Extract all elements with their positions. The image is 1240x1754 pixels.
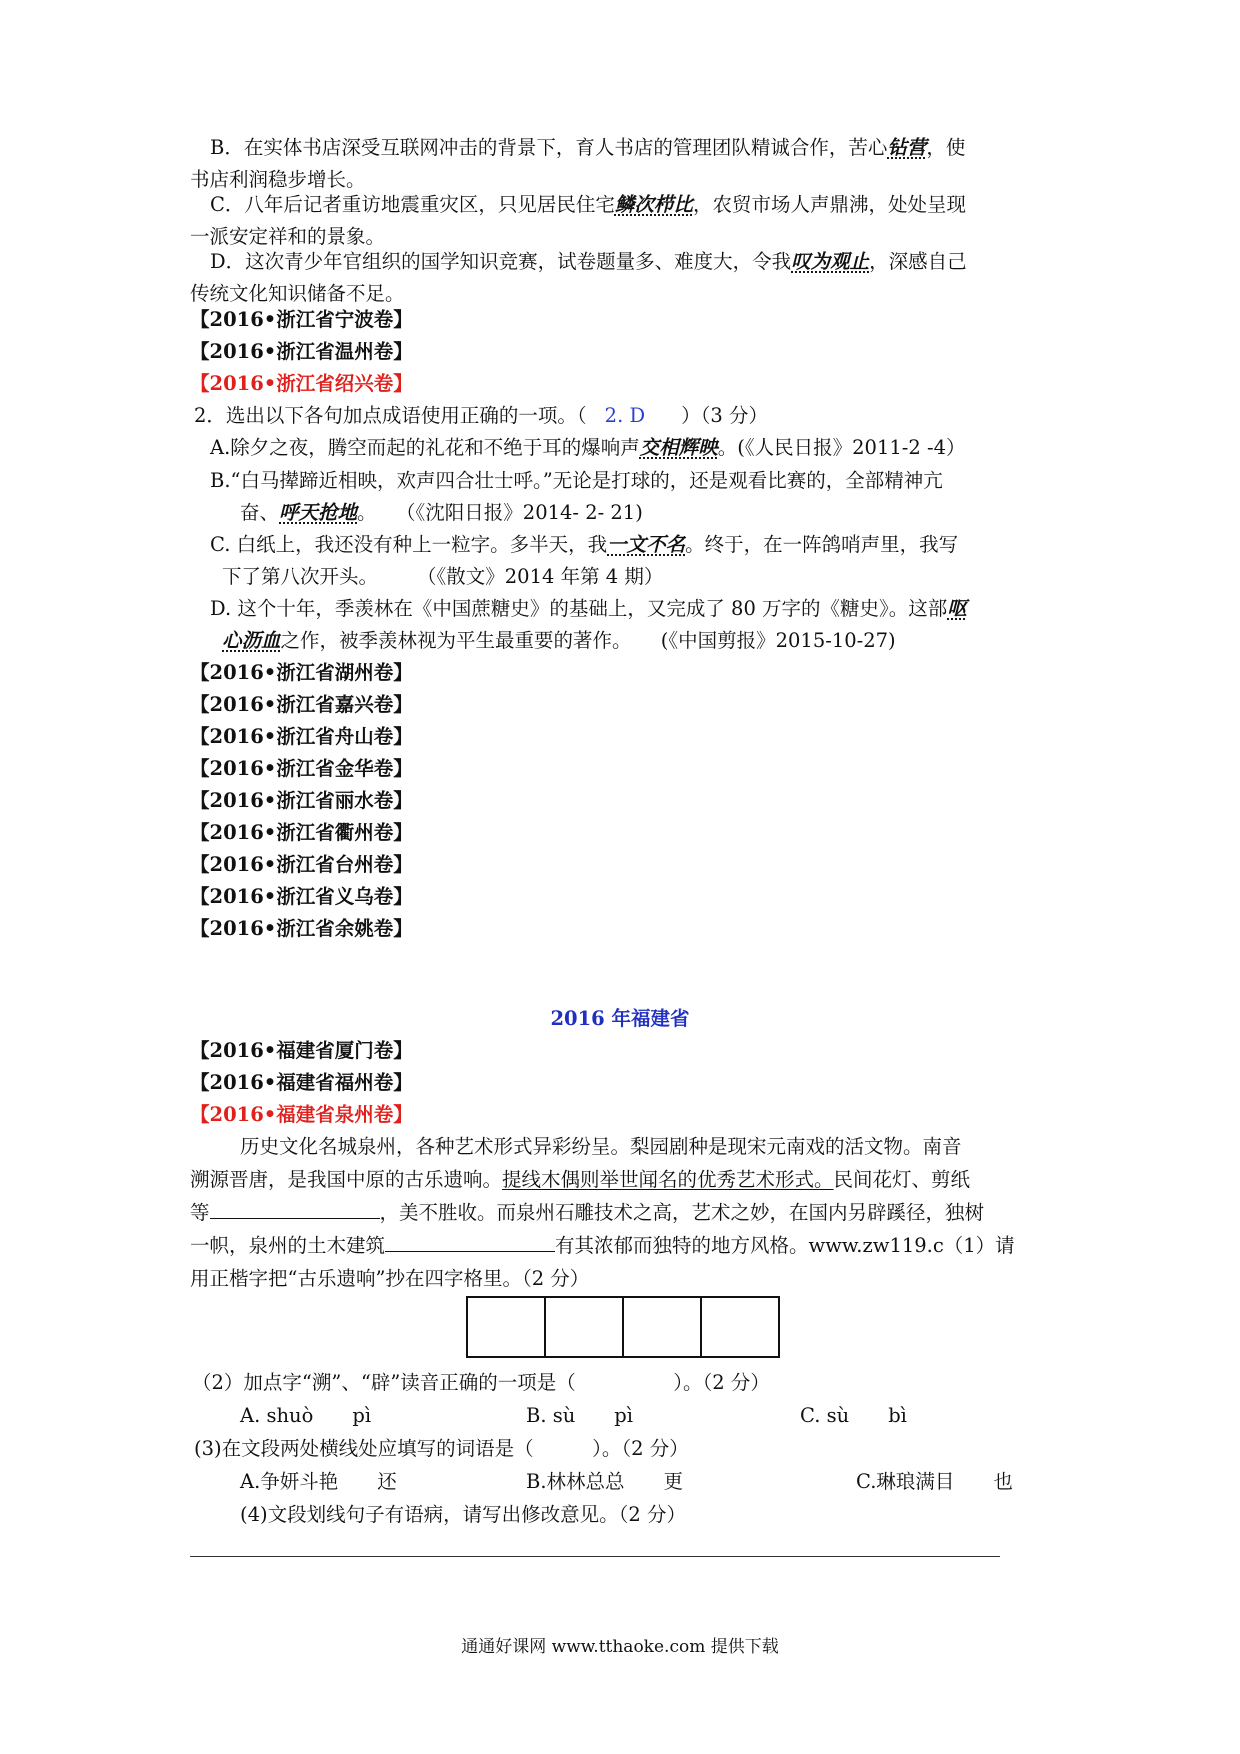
q2-option-b-line1: B.“白马撵蹄近相映，欢声四合壮士呼。”无论是打球的，还是观看比赛的，全部精神亢 (210, 469, 943, 492)
sub2-option-a: A. shuò pì (240, 1404, 372, 1427)
sub3-option-c: C.琳琅满目 也 (856, 1470, 1013, 1493)
exam-header: 【2016•浙江省余姚卷】 (190, 917, 413, 940)
fill-blank[interactable] (385, 1231, 555, 1252)
sub2-option-c: C. sù bì (800, 1404, 907, 1427)
underlined-sentence: 提线木偶则举世闻名的优秀艺术形式。 (502, 1168, 834, 1191)
q1-option-c-line1: C．八年后记者重访地震重灾区，只见居民住宅鳞次栉比，农贸市场人声鼎沸，处处呈现 (210, 193, 966, 216)
exam-header: 【2016•福建省厦门卷】 (190, 1039, 413, 1062)
exam-header: 【2016•浙江省义乌卷】 (190, 885, 413, 908)
passage-line: 用正楷字把“古乐遗响”抄在四字格里。（2 分） (190, 1267, 590, 1290)
q1-option-b-line2: 书店利润稳步增长。 (190, 168, 366, 191)
emph-phrase: 呕 (947, 597, 967, 620)
section-title: 2016 年福建省 (550, 1007, 690, 1030)
exam-header: 【2016•浙江省湖州卷】 (190, 661, 413, 684)
q2-answer: 2. D (604, 404, 646, 427)
sub3-option-b: B.林林总总 更 (526, 1470, 684, 1493)
emph-phrase: 鳞次栉比 (614, 193, 693, 216)
emph-phrase: 呼天抢地 (279, 501, 358, 524)
emph-phrase: 叹为观止 (791, 250, 870, 273)
passage-line: 历史文化名城泉州，各种艺术形式异彩纷呈。梨园剧种是现宋元南戏的活文物。南音 (240, 1135, 962, 1158)
q2-option-c-line2: 下了第八次开头。 （《散文》2014 年第 4 期） (222, 565, 664, 588)
q1-option-d-line2: 传统文化知识储备不足。 (190, 282, 405, 305)
emph-phrase: 心沥血 (222, 629, 281, 652)
passage-line: 溯源晋唐，是我国中原的古乐遗响。提线木偶则举世闻名的优秀艺术形式。民间花灯、剪纸 (190, 1168, 971, 1191)
grid-cell[interactable] (468, 1298, 546, 1356)
exam-header: 【2016•浙江省温州卷】 (190, 340, 413, 363)
emph-phrase: 一文不名 (607, 533, 686, 556)
exam-header: 【2016•福建省福州卷】 (190, 1071, 413, 1094)
q1-option-b-line1: B．在实体书店深受互联网冲击的背景下，育人书店的管理团队精诚合作，苦心钻营，使 (210, 136, 966, 159)
sub3-option-a: A.争妍斗艳 还 (240, 1470, 397, 1493)
exam-header-highlight: 【2016•福建省泉州卷】 (190, 1103, 413, 1126)
fill-blank[interactable] (210, 1198, 380, 1219)
q2-option-b-line2: 奋、呼天抢地。 （《沈阳日报》2014- 2- 21) (240, 501, 643, 524)
q2-option-a: A.除夕之夜，腾空而起的礼花和不绝于耳的爆响声交相辉映。(《人民日报》2011-2 -4） (210, 436, 966, 459)
divider (190, 1556, 1000, 1557)
exam-header: 【2016•浙江省嘉兴卷】 (190, 693, 413, 716)
sub4-stem: (4)文段划线句子有语病，请写出修改意见。（2 分） (240, 1503, 686, 1526)
exam-header: 【2016•浙江省丽水卷】 (190, 789, 413, 812)
grid-cell[interactable] (546, 1298, 624, 1356)
sub3-stem: (3)在文段两处横线处应填写的词语是（ ）。（2 分） (194, 1437, 689, 1460)
emph-phrase: 钻营 (887, 136, 927, 159)
q1-option-d-line1: D．这次青少年官组织的国学知识竞赛，试卷题量多、难度大，令我叹为观止，深感自己 (210, 250, 967, 273)
sub2-stem: （2）加点字“溯”、“辟”读音正确的一项是（ ）。（2 分） (192, 1371, 770, 1394)
grid-cell[interactable] (624, 1298, 702, 1356)
exam-header: 【2016•浙江省金华卷】 (190, 757, 413, 780)
exam-header-highlight: 【2016•浙江省绍兴卷】 (190, 372, 413, 395)
exam-header: 【2016•浙江省宁波卷】 (190, 308, 413, 331)
exam-header: 【2016•浙江省舟山卷】 (190, 725, 413, 748)
writing-grid (466, 1296, 780, 1358)
q2-stem: 2．选出以下各句加点成语使用正确的一项。（ 2. D ）（3 分） (194, 404, 768, 427)
exam-header: 【2016•浙江省台州卷】 (190, 853, 413, 876)
exam-header: 【2016•浙江省衢州卷】 (190, 821, 413, 844)
passage-line: 一帜，泉州的土木建筑 有其浓郁而独特的地方风格。www.zw119.c（1）请 (190, 1231, 1060, 1261)
sub2-option-b: B. sù pì (526, 1404, 634, 1427)
grid-cell[interactable] (702, 1298, 778, 1356)
q2-option-d-line2: 心沥血之作，被季羡林视为平生最重要的著作。 (《中国剪报》2015-10-27) (222, 629, 896, 652)
page-footer: 通通好课网 www.tthaoke.com 提供下载 (461, 1637, 779, 1657)
emph-phrase: 交相辉映 (639, 436, 718, 459)
q2-option-d-line1: D. 这个十年，季羡林在《中国蔗糖史》的基础上，又完成了 80 万字的《糖史》。这部呕 (210, 597, 967, 620)
q2-option-c-line1: C. 白纸上，我还没有种上一粒字。多半天，我一文不名。终于，在一阵鸽哨声里，我写 (210, 533, 959, 556)
q1-option-c-line2: 一派安定祥和的景象。 (190, 225, 386, 248)
passage-line: 等 ，美不胜收。而泉州石雕技术之高，艺术之妙，在国内另辟蹊径，独树 (190, 1198, 1060, 1228)
